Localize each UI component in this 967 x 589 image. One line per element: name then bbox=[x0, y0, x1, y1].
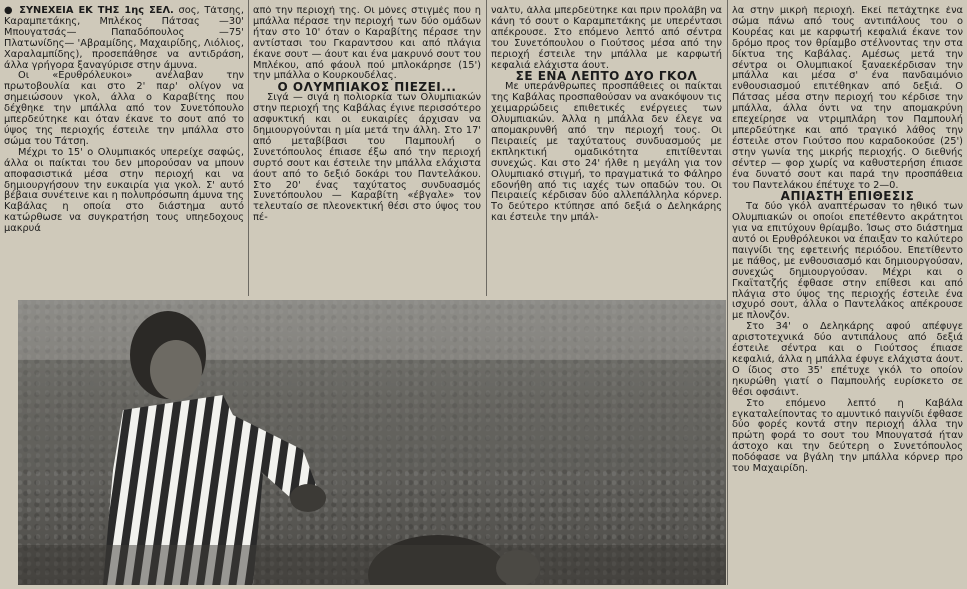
pitch-ground bbox=[18, 545, 726, 585]
article-column-4 bbox=[732, 6, 963, 589]
paragraph: Τα δύο γκόλ αναπτέρωσαν το ηθικό των Ολυμπιακών οι οποίοι επετέθεντο ακράτητοι για να επιτύχουν θρίαμβο. Ίσως στο διάστημα αυτό οι Ερυθρόλευκοι να έπαιξαν το καλύτερο παιγνίδι της εφετεινής περιόδου. Επετίθεντο με πάθος, με ενθουσιασμό και δημιουργούσαν, συνεχώς δημιουργούσαν. Μέχρι και ο Γκαϊτατζής έφθασε στην επίθεσι και από πλάγια στο ύψος της περιοχής έστειλε ένα ισχυρό σουτ, άλλα ο Παντελάκος απέκρουσε με πλονζόν. bbox=[732, 201, 963, 322]
paragraph: ● ΣΥΝΕΧΕΙΑ ΕΚ ΤΗΣ 1ης ΣΕΛ. σος, Τάτσης, Καραμπετάκης, Μπλέκος Πάτσας —30' Μπουγατσάς— Παπαδόπουλος —75' Πλατωνίδης— 'Αβραμίδης, Μαχαιρίδης, Λιόλιος, Χαραλαμπίδης), προσεπάθησε να αντιδράση, άλλα γρήγορα ξαναγύρισε στην άμυνα. bbox=[4, 6, 244, 71]
stand-upper bbox=[18, 300, 726, 360]
column-divider bbox=[727, 0, 728, 585]
paragraph: λα στην μικρή περιοχή. Εκεί πετάχτηκε ένα σώμα πάνω από τους αντιπάλους του ο Κουρέας και με καρφωτή κεφαλιά έκανε τον δρόμο προς τον θρίαμβο στέλνοντας την στα δίκτυα της Καβάλας. Αμέσως μετά την σέντρα οι Ολυμπιακοί ξαναεκέρδισαν την μπάλλα και μέσα σ' ένα πανδαιμόνιο ενθουσιασμού επιτέθηκαν από δεξιά. Ο Πάτσας μέσα στην περιοχή του κέρδισε την μπάλλα, άλλα όντι να την απομακρύνη επεχείρησε να ντριμπλάρη τον Παμπουλή μπερδεύτηκε και από τραγικό λάθος την έστειλε στον Γιούτσο που καραδοκούσε (25') στην γωνία της μικρής περιοχής. Ο διεθνής σέντερ — φορ χωρίς να καθυστερήση έπιασε ένα δυνατό σουτ και παρά την προσπάθεια του Παντελάκου έπέτυχε το 2—0. bbox=[732, 6, 963, 191]
paragraph: Στο επόμενο λεπτό η Καβάλα εγκαταλείποντας το αμυντικό παιγνίδι έφθασε δύο φορές κοντά στην περιοχή άλλα την πρώτη φορά το σουτ του Μπουγατσά ήταν άστοχο και την δεύτερη ο Συνετόπουλος ποδόφασε να βγάλη την μπάλλα κόρνερ προ του Μαχαιρίδη. bbox=[732, 397, 963, 475]
match-photo bbox=[18, 300, 726, 585]
column-divider bbox=[248, 0, 249, 296]
column-divider bbox=[486, 0, 487, 296]
article-column-2 bbox=[253, 6, 481, 302]
paragraph: Σιγά — σιγά η πολιορκία των Ολυμπιακών στην περιοχή της Καβάλας έγινε περισσότερο ασφυκτική και οι ευκαιρίες άρχισαν να δημιουργούνται η μία μετά την άλλη. Στο 17' από μεταβίβασι του Παμπουλή ο Συνετόπουλος έπιασε έξω από την περιοχή συρτό σουτ και έστειλε την μπάλλα ελάχιστα άουτ από το δεξιό δοκάρι του Παντελάκου. Στο 20' ένας ταχύτατος συνδυασμός Συνετόπουλου — Καραβίτη «έβγαλε» τον τελευταίο σε πλεονεκτική θέσι στο ύψος του πέ- bbox=[253, 92, 481, 224]
paragraph: Με υπεράνθρωπες προσπάθειες οι παίκται της Καβάλας προσπαθούσαν να ανακόψουν τις χειμαρρώδεις επιθετικές ενέργειες των Ολυμπιακών. Άλλα η μπάλλα δεν έλεγε να απομακρυνθή από την περιοχή τους. Οι Πειραιείς με ταχύτατους συνδυασμούς με εκπληκτική ομαδικότητα επιτίθενται συνεχώς. Και στο 24' ήλθε η μεγάλη για τον Ολυμπιακό στιγμή, το πραγματικά το Φάληρο εδονήθη από τις ιαχές των οπαδών του. Οι Πειραιείς κέρδισαν δύο αλλεπάλληλα κόρνερ. Το δεύτερο κτύπησε από δεξιά ο Δεληκάρης και έστειλε την μπάλ- bbox=[491, 81, 722, 224]
paragraph: Οι «Ερυθρόλευκοι» ανέλαβαν την πρωτοβουλία και στο 2' παρ' ολίγον να σημειώσουν γκολ, άλλα ο Καραβίτης που δέχθηκε την μπάλλα από τον Συνετόπουλο μπερδεύτηκε και όταν έκανε το σουτ από το ύψος της περιοχής έστειλε την μπάλλα στο σώμα του Τάτση. bbox=[4, 70, 244, 147]
section-heading: ΑΠΙΑΣΤΗ ΕΠΙΘΕΣΙΣ bbox=[780, 189, 915, 204]
continuation-marker: ● ΣΥΝΕΧΕΙΑ ΕΚ ΤΗΣ 1ης ΣΕΛ. bbox=[4, 6, 174, 16]
paragraph: Μέχρι το 15' ο Ολυμπιακός υπερείχε σαφώς, άλλα οι παίκται του δεν μπορούσαν να μπουν αποφασιστικά μέσα στην περιοχή και να δημιουργήσουν την ευκαιρία για γκολ. Σ' αυτό βέβαια συνέτεινε και η πολυπρόσωπη άμυνα της Καβάλας η οποία στο διάστημα αυτό κατώρθωσε να συγκρατήση τους υπηεδοχους μακρυά bbox=[4, 146, 244, 235]
paragraph: από την περιοχή της. Οι μόνες στιγμές που η μπάλλα πέρασε την περιοχή των δύο ομάδων ήταν στο 10' όταν ο Καραβίτης πέρασε την αντίστασι του Γκαραντσου και από πλάγια έκανε σουτ — άουτ και ένα μακρυνό σουτ του Μπλέκου, από φάουλ πού μπλοκάρησε (15') την μπάλλα ο Κουρκουδέλας. bbox=[253, 6, 481, 82]
article-column-1 bbox=[4, 6, 244, 302]
paragraph: Στο 34' ο Δεληκάρης αφού απέφυγε αριστοτεχνικά δύο αντιπάλους από δεξιά έστειλε σέντρα και ο Γιούτσος έπιασε κεφαλιά, άλλα η μπάλλα έφυγε ελάχιστα άουτ. Ο ίδιος στο 35' επέτυχε γκόλ το οποίον ηκυρώθη γιατί ο Παμπουλής ευρίσκετο σε θέσι οφσάιντ. bbox=[732, 321, 963, 398]
paragraph: ναλτυ, άλλα μπερδεύτηκε και πριν προλάβη να κάνη τό σουτ ο Καραμπετάκης με υπερέντασι απέκρουσε. Στο επόμενο λεπτό από σέντρα του Συνετόπουλου ο Γιούτσος μέσα από την περιοχή έστειλε την μπάλλα με καρφωτή κεφαλιά ελάχιστα άουτ. bbox=[491, 6, 722, 71]
section-heading: Ο ΟΛΥΜΠΙΑΚΟΣ ΠΙΕΖΕΙ... bbox=[277, 80, 457, 95]
match-photo-scene bbox=[18, 300, 726, 585]
article-column-3 bbox=[491, 6, 722, 302]
section-heading: ΣΕ ΕΝΑ ΛΕΠΤΟ ΔΥΟ ΓΚΟΛ bbox=[515, 69, 698, 84]
